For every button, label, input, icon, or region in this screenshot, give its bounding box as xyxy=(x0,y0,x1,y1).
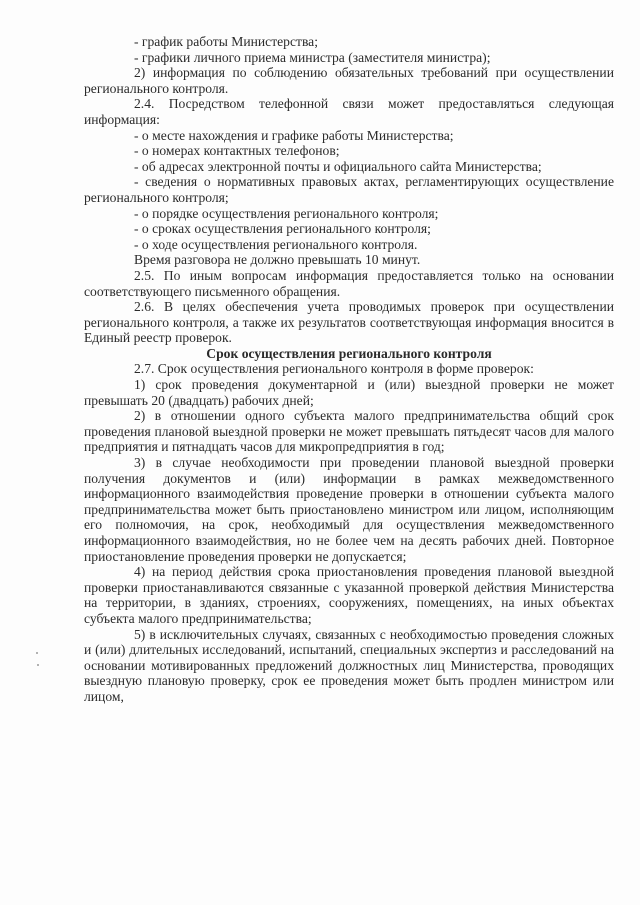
document-text xyxy=(84,34,614,705)
list-item: - графики личного приема министра (заместителя министра); xyxy=(134,49,491,65)
list-item: - сведения о нормативных правовых актах, регламентирующих осуществление регионального контроля; xyxy=(84,174,614,205)
paragraph: 2.5. По иным вопросам информация предоставляется только на основании соответствующего письменного обращения. xyxy=(84,267,614,299)
paragraph: 5) в исключительных случаях, связанных с необходимостью проведения сложных и (или) длительных исследований, испытаний, специальных экспертиз и расследований на основании мотивированных предложений должностных лиц Министерства, проводящих выездную плановую проверку, срок ее проведения может быть продлен министром или лицом, xyxy=(84,626,614,704)
paragraph: Время разговора не должно превышать 10 минут. xyxy=(134,252,421,268)
paragraph: 2.4. Посредством телефонной связи может предоставляться следующая информация: xyxy=(84,96,614,127)
paragraph: 2.6. В целях обеспечения учета проводимых проверок при осуществлении регионального контроля, а также их результатов соответствующая информация вносится в Единый реестр проверок. xyxy=(84,299,614,346)
paragraph: 2.7. Срок осуществления регионального контроля в форме проверок: xyxy=(134,361,534,377)
list-item: - о ходе осуществления регионального контроля. xyxy=(134,236,418,252)
paragraph: 4) на период действия срока приостановления проведения плановой выездной проверки приостанавливаются связанные с указанной проверкой действия Министерства на территории, в зданиях, строениях, сооружениях, помещениях, на иных объектах субъекта малого предпринимательства; xyxy=(84,564,614,626)
paragraph: 1) срок проведения документарной и (или) выездной проверки не может превышать 20 (двадцать) рабочих дней; xyxy=(84,377,614,408)
scan-speck xyxy=(36,652,38,654)
list-item: - о месте нахождения и графике работы Министерства; xyxy=(134,127,454,143)
section-heading: Срок осуществления регионального контроля xyxy=(206,345,492,361)
paragraph: 2) информация по соблюдению обязательных требований при осуществлении регионального контроля. xyxy=(84,65,614,96)
scan-speck xyxy=(37,664,39,666)
list-item: - о номерах контактных телефонов; xyxy=(134,143,340,159)
list-item: - об адресах электронной почты и официального сайта Министерства; xyxy=(134,158,542,174)
paragraph: 3) в случае необходимости при проведении плановой выездной проверки получения документов и (или) информации в рамках межведомственного информационного взаимодействия проведение проверки в отношении субъекта малого предпринимательства может быть приостановлено министром или лицом, исполняющим его полномочия, на срок, необходимый для осуществления межведомственного информационного взаимодействия, но не более чем на десять рабочих дней. Повторное приостановление проведения проверки не допускается; xyxy=(84,455,614,564)
list-item: - о сроках осуществления регионального контроля; xyxy=(134,221,431,237)
list-item: - график работы Министерства; xyxy=(134,34,318,49)
list-item: - о порядке осуществления регионального контроля; xyxy=(134,205,439,221)
paragraph: 2) в отношении одного субъекта малого предпринимательства общий срок проведения плановой выездной проверки не может превышать пятьдесят часов для малого предприятия и пятнадцать часов для микропредприятия в год; xyxy=(84,408,614,455)
